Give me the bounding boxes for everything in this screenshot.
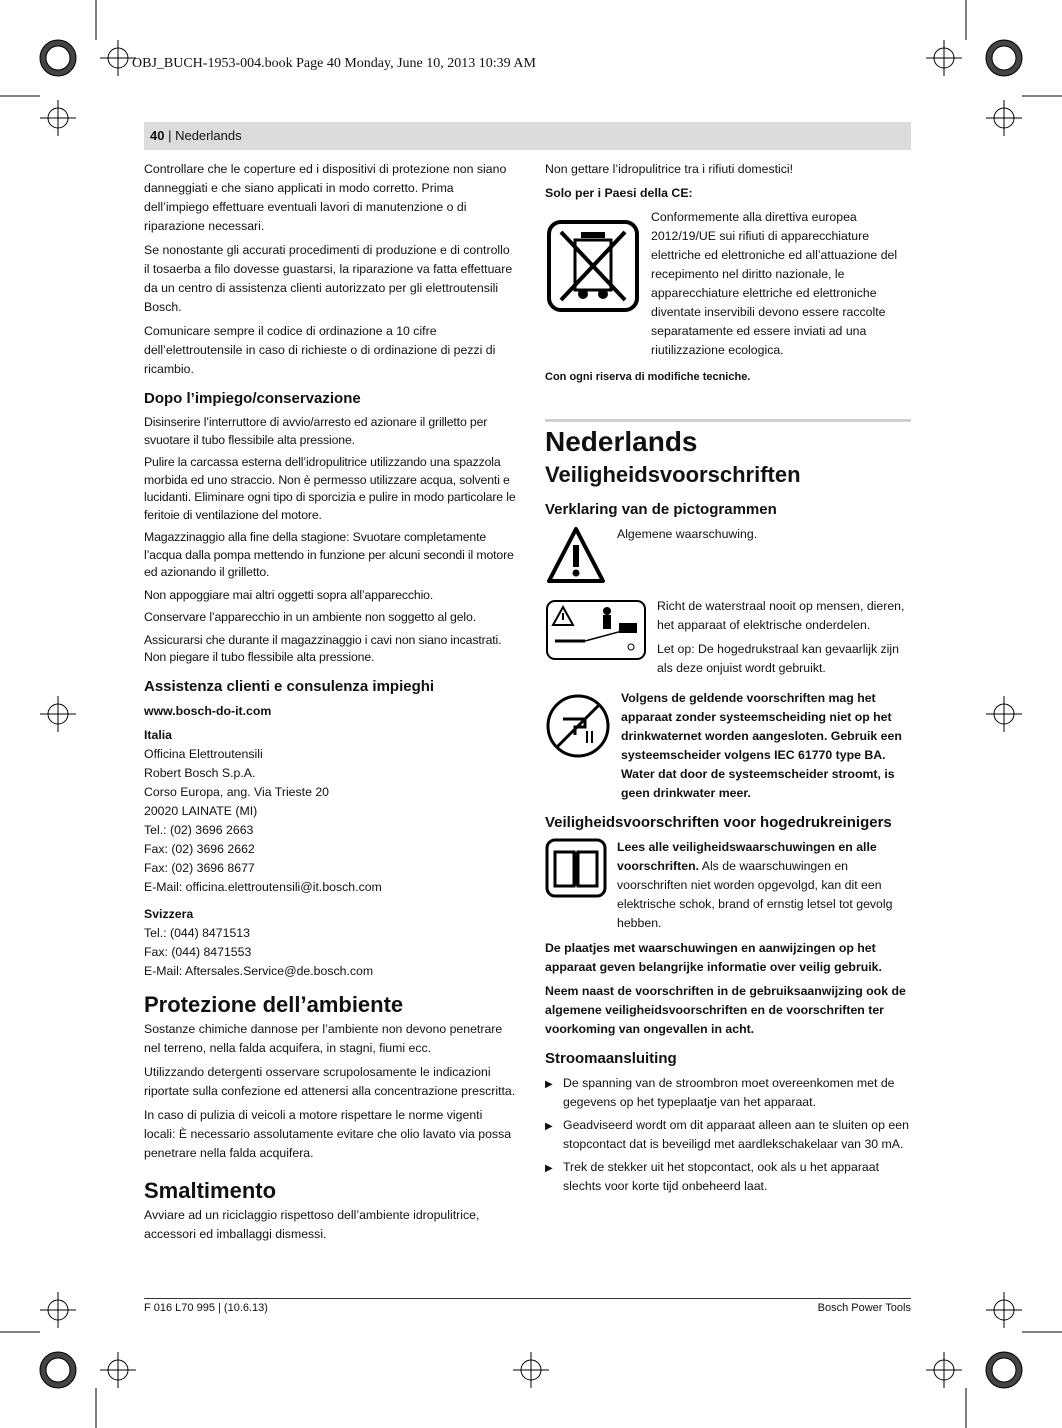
bullet-triangle-icon: ▶ bbox=[545, 1163, 553, 1174]
paragraph: Neem naast de voorschriften in de gebruiksaanwijzing ook de algemene veiligheidsvoorschriften en de voorschriften ter voorkoming van ongevallen in acht. bbox=[545, 984, 906, 1036]
heading-smaltimento: Smaltimento bbox=[144, 1177, 277, 1203]
footer-brand: Bosch Power Tools bbox=[817, 1302, 911, 1314]
paragraph: Controllare che le coperture ed i dispositivi di protezione non siano danneggiati e che siano applicati in modo corretto. Prima dell’impiego effettuare eventuali lavori di manutenzione o di riparazione necessari. bbox=[144, 162, 507, 233]
address-line: Fax: (02) 3696 8677 bbox=[144, 860, 255, 875]
address-line: Officina Elettroutensili bbox=[144, 746, 263, 761]
page-footer bbox=[144, 1298, 911, 1314]
no-drinking-water-connection-icon bbox=[545, 693, 611, 759]
list-item bbox=[545, 1116, 911, 1154]
pictogram-drinking-water bbox=[545, 689, 911, 803]
address-svizzera bbox=[144, 924, 517, 981]
pictogram-text-bold: Lees alle veiligheidswaarschuwingen en alle voorschriften. bbox=[617, 840, 877, 873]
page-number: 40 bbox=[150, 128, 165, 143]
address-line: Fax: (02) 3696 2662 bbox=[144, 841, 255, 856]
weee-bin-icon bbox=[545, 218, 641, 314]
section-divider bbox=[545, 419, 911, 422]
list-item-text: Trek de stekker uit het stopcontact, ook als u het apparaat slechts voor korte tijd onbeheerd laat. bbox=[563, 1160, 880, 1193]
paragraph: Conservare l’apparecchio in un ambiente non soggetto al gelo. bbox=[144, 610, 476, 624]
heading-hogedrukreinigers: Veiligheidsvoorschriften voor hogedrukreinigers bbox=[545, 814, 892, 831]
pictogram-text bbox=[617, 838, 911, 933]
address-line: Robert Bosch S.p.A. bbox=[144, 765, 256, 780]
paragraph: Non appoggiare mai altri oggetti sopra all’apparecchio. bbox=[144, 587, 434, 602]
heading-dopo-impiego: Dopo l’impiego/conservazione bbox=[144, 390, 361, 407]
paragraph: Avviare ad un riciclaggio rispettoso dell’ambiente idropulitrice, accessori ed imballaggi dismessi. bbox=[144, 1207, 480, 1241]
pictogram-text-group bbox=[657, 597, 911, 683]
address-line: 20020 LAINATE (MI) bbox=[144, 803, 258, 818]
paragraph: Disinserire l’interruttore di avvio/arresto ed azionare il grilletto per svuotare il tubo flessibile alta pressione. bbox=[144, 415, 488, 447]
country-italia: Italia bbox=[144, 727, 173, 742]
weee-block bbox=[545, 208, 911, 360]
website-link[interactable]: www.bosch-do-it.com bbox=[144, 703, 272, 718]
address-line: Tel.: (02) 3696 2663 bbox=[144, 822, 254, 837]
pictogram-text: Let op: De hogedrukstraal kan gevaarlijk zijn als deze onjuist wordt gebruikt. bbox=[657, 642, 899, 675]
paragraph: Comunicare sempre il codice di ordinazione a 10 cifre dell’elettroutensile in caso di richieste o di ordinazione di pezzi di ricambio. bbox=[144, 324, 496, 376]
address-line: E-Mail: officina.elettroutensili@it.bosch.com bbox=[144, 879, 382, 894]
pictogram-text: Algemene waarschuwing. bbox=[617, 527, 758, 541]
paragraph: Sostanze chimiche dannose per l’ambiente non devono penetrare nel terreno, nella falda acquifera, in stagni, fiumi ecc. bbox=[144, 1021, 503, 1055]
paragraph: Assicurarsi che durante il magazzinaggio i cavi non siano incastrati. Non piegare il tubo flessibile alta pressione. bbox=[144, 632, 502, 664]
heading-nederlands: Nederlands bbox=[545, 426, 698, 457]
paragraph: In caso di pulizia di veicoli a motore rispettare le norme vigenti locali: È necessario assolutamente evitare che olio lavato via possa penetrare nella falda acquifera. bbox=[144, 1107, 512, 1160]
paragraph: Utilizzando detergenti osservare scrupolosamente le indicazioni riportate sulla confezione ed attenersi alla concentrazione prescritta. bbox=[144, 1064, 516, 1098]
pictogram-text: Richt de waterstraal nooit op mensen, dieren, het apparaat of elektrische onderdelen. bbox=[657, 599, 905, 632]
heading-stroomaansluiting: Stroomaansluiting bbox=[545, 1050, 677, 1067]
address-italia bbox=[144, 745, 517, 897]
ce-label: Solo per i Paesi della CE: bbox=[545, 186, 693, 200]
footer-code: F 016 L70 995 | (10.6.13) bbox=[144, 1302, 268, 1314]
list-item bbox=[545, 1158, 911, 1196]
warning-triangle-icon bbox=[545, 525, 607, 585]
paragraph: Pulire la carcassa esterna dell’idropulitrice utilizzando una spazzola morbida ed uno straccio. Non è permesso utilizzare acqua, solventi e lucidanti. Eliminare ogni tipo di sporcizia e pulire in modo particolare le feritoie di ventilazione del motore. bbox=[144, 455, 516, 522]
paragraph: De plaatjes met waarschuwingen en aanwijzingen op het apparaat geven belangrijke informatie over veilig gebruik. bbox=[545, 941, 882, 974]
header-language: | Nederlands bbox=[168, 128, 242, 143]
paragraph: Non gettare l’idropulitrice tra i rifiuti domestici! bbox=[545, 162, 794, 176]
read-manual-icon bbox=[545, 838, 607, 898]
heading-assistenza: Assistenza clienti e consulenza impieghi bbox=[144, 677, 435, 695]
reservation-note: Con ogni riserva di modifiche tecniche. bbox=[545, 371, 751, 383]
pictogram-manual bbox=[545, 838, 911, 933]
list-item bbox=[545, 1074, 911, 1112]
heading-protezione-ambiente: Protezione dell’ambiente bbox=[144, 991, 404, 1017]
pictogram-text-rest: Als de waarschuwingen en voorschriften niet worden opgevolgd, kan dit een elektrische schok, brand of ernstig letsel tot gevolg hebben. bbox=[617, 859, 893, 930]
weee-text: Conformemente alla direttiva europea 2012/19/UE sui rifiuti di apparecchiature elettriche ed elettroniche ed all’attuazione del recepimento nel diritto nazionale, le apparecchiature elettriche ed elettroniche diventate inservibili devono essere raccolte separatamente ed essere inviati ad una riutilizzazione ecologica. bbox=[651, 210, 898, 357]
address-line: E-Mail: Aftersales.Service@de.bosch.com bbox=[144, 963, 374, 978]
address-line: Fax: (044) 8471553 bbox=[144, 944, 252, 959]
water-jet-warning-icon bbox=[545, 597, 647, 661]
paragraph: Se nonostante gli accurati procedimenti di produzione e di controllo il tosaerba a filo dovesse guastarsi, la riparazione va fatta effettuare da un centro di assistenza clienti autorizzato per gli elettroutensili Bosch. bbox=[144, 243, 513, 314]
address-line: Corso Europa, ang. Via Trieste 20 bbox=[144, 784, 330, 799]
bullet-triangle-icon: ▶ bbox=[545, 1121, 553, 1132]
list-item-text: De spanning van de stroombron moet overeenkomen met de gegevens op het typeplaatje van het apparaat. bbox=[563, 1076, 895, 1109]
list-item-text: Geadviseerd wordt om dit apparaat alleen aan te sluiten op een stopcontact dat is beveiligd met aardlekschakelaar van 30 mA. bbox=[563, 1118, 909, 1151]
pictogram-text: Volgens de geldende voorschriften mag het apparaat zonder systeemscheiding niet op het drinkwaternet worden aangesloten. Gebruik een systeemscheider volgens IEC 61770 type BA. Water dat door de systeemscheider stroomt, is geen drinkwater meer. bbox=[621, 691, 902, 800]
bullet-triangle-icon: ▶ bbox=[545, 1079, 553, 1090]
pictogram-water-jet bbox=[545, 597, 911, 683]
pictogram-general-warning bbox=[545, 525, 911, 585]
page-header bbox=[144, 122, 911, 150]
right-column bbox=[545, 160, 911, 1200]
heading-veiligheidsvoorschriften: Veiligheidsvoorschriften bbox=[545, 462, 801, 487]
paragraph: Magazzinaggio alla fine della stagione: Svuotare completamente l’acqua dalla pompa mettendo in funzione per alcuni secondi il motore ed azionando il grilletto. bbox=[144, 530, 514, 579]
country-svizzera: Svizzera bbox=[144, 906, 194, 921]
print-slug: OBJ_BUCH-1953-004.book Page 40 Monday, June 10, 2013 10:39 AM bbox=[132, 56, 536, 71]
heading-verklaring: Verklaring van de pictogrammen bbox=[545, 501, 777, 518]
left-column bbox=[144, 160, 517, 1249]
address-line: Tel.: (044) 8471513 bbox=[144, 925, 250, 940]
